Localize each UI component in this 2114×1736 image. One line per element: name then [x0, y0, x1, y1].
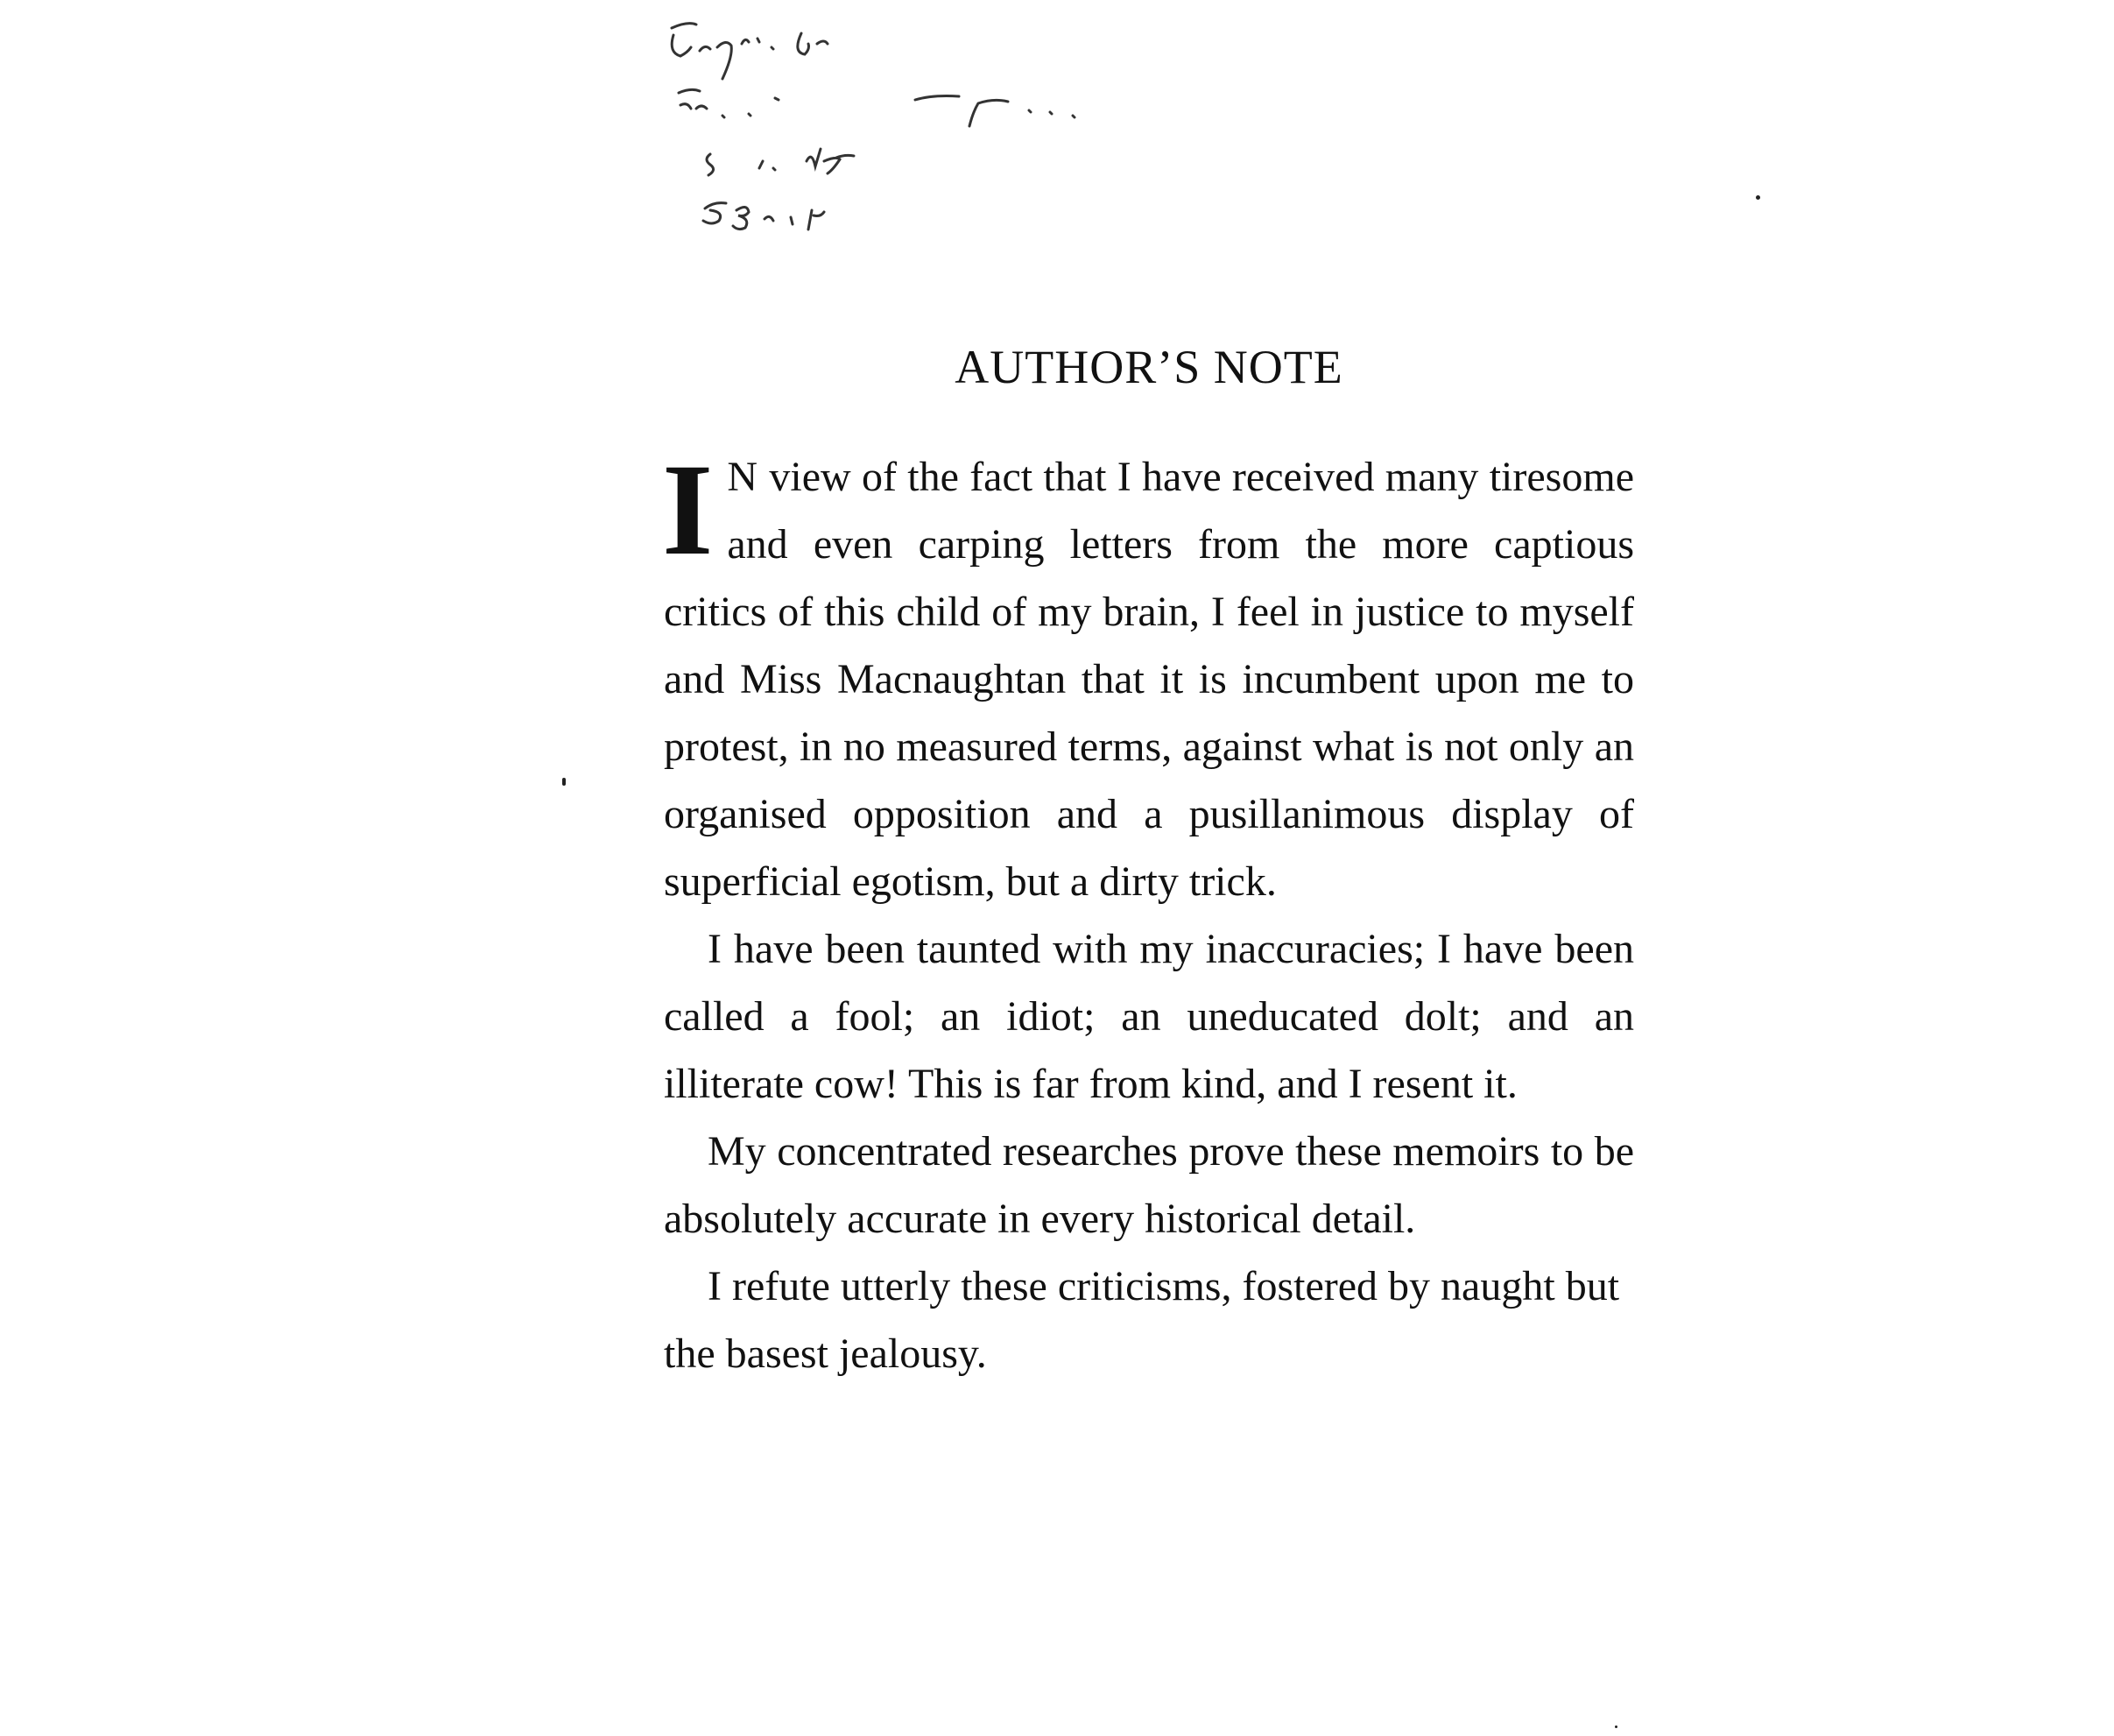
handwritten-annotation-scribble: [661, 18, 1152, 245]
note-body: [662, 437, 1634, 1387]
paragraph: My concentrated researches prove these memoirs to be absolutely accurate in every historical detail.: [664, 1128, 1634, 1242]
drop-cap: I: [662, 437, 714, 582]
page-speck: [1615, 1725, 1617, 1728]
paragraph: I have been taunted with my inaccuracies; I have been called a fool; an idiot; an uneducated dolt; and an illiterate cow! This is far from kind, and I resent it.: [664, 926, 1634, 1107]
paragraph: [662, 437, 1634, 915]
page-speck: [1756, 195, 1760, 200]
paragraph-text: view of the fact that I have received many tiresome and even carping letters from the more captious critics of this child of my brain, I feel in justice to myself and Miss Macnaughtan that it is incumbent upon me to protest, in no measured terms, against what is not only an organised opposition and a pusillanimous display of superficial egotism, but a dirty trick.: [664, 454, 1634, 905]
handwritten-annotation: [661, 18, 1152, 245]
paragraph: I refute utterly these criticisms, fostered by naught but the basest jealousy.: [664, 1263, 1620, 1377]
page-speck: [562, 778, 566, 786]
page-title: AUTHOR’S NOTE: [955, 341, 1343, 393]
paragraph-lead: N: [727, 454, 759, 500]
